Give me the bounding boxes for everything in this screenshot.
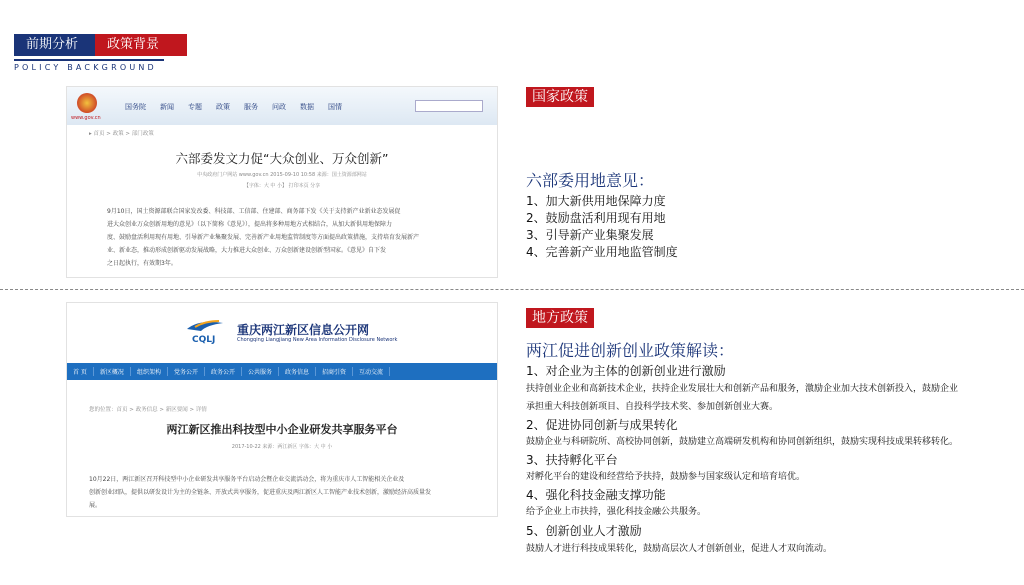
national-policy-item: 1、加大新供用地保障力度 (526, 194, 666, 208)
gov-breadcrumb: ▸ 首页 > 政策 > 部门政策 (89, 131, 154, 137)
cqlj-article-line: 展。 (89, 502, 102, 509)
local-policy-item-title: 2、促进协同创新与成果转化 (526, 418, 678, 432)
local-policy-badge: 地方政策 (526, 308, 594, 328)
header-subtitle: POLICY BACKGROUND (14, 63, 157, 72)
cqlj-nav-item: 互动交流 (353, 367, 390, 376)
local-policy-title: 两江促进创新创业政策解读： (526, 341, 735, 360)
national-policy-title: 六部委用地意见： (526, 171, 655, 190)
cqlj-article-line: 10月22日，两江新区召开科技型中小企业研发共享服务平台启动会暨企业交流活动会，将为重庆市人工智能相关企业及 (89, 476, 405, 483)
local-policy-item-title: 4、强化科技金融支撑功能 (526, 488, 666, 502)
local-policy-item-desc: 鼓励人才进行科技成果转化，鼓励高层次人才创新创业，促进人才双向流动。 (526, 544, 833, 554)
cqlj-nav-item: 招商引资 (316, 367, 353, 376)
local-policy-item-title: 5、创新创业人才激励 (526, 524, 642, 538)
gov-article-title: 六部委发文力促“大众创业、万众创新” (175, 151, 389, 166)
gov-search-box (415, 100, 483, 112)
gov-article-meta: 中央政府门户网站 www.gov.cn 2015-09-10 10:58 来源：国土资源部网站 (197, 172, 367, 178)
gov-article-line: 之日起执行，有效期3年。 (107, 260, 177, 267)
tab-policy-background[interactable]: 政策背景 (95, 34, 187, 56)
gov-article-line: 业、新业态，推动形成创新驱动发展战略，大力推进大众创业、万众创新建设创新型国家。《意见》自下发 (107, 247, 387, 254)
local-policy-item-desc: 承担重大科技创新项目、自投科学技术奖、参加创新创业大赛。 (526, 402, 779, 412)
tab-early-analysis[interactable]: 前期分析 (14, 34, 108, 56)
local-policy-item-desc: 扶持创业企业和高新技术企业，扶持企业发展壮大和创新产品和服务，激励企业加大技术创新投入，鼓励企业 (526, 384, 959, 394)
header-underline (14, 59, 164, 61)
gov-article-body (107, 205, 467, 270)
cqlj-site-title: 重庆两江新区信息公开网 (237, 323, 370, 337)
local-policy-item-title: 1、对企业为主体的创新创业进行激励 (526, 364, 726, 378)
gov-nav-item: 新闻 (160, 103, 174, 111)
gov-nav-item: 数据 (300, 103, 314, 111)
gov-article-meta-tools: 【字体：大 中 小】 打印本页 分享 (243, 183, 321, 189)
gov-site-header (67, 87, 497, 125)
cqlj-nav-item: 政务信息 (279, 367, 316, 376)
local-policy-item-desc: 鼓励企业与科研院所、高校协同创新，鼓励建立高端研发机构和协同创新组织，鼓励实现科技成果转移转化。 (526, 437, 959, 447)
gov-nav-item: 问政 (272, 103, 286, 111)
cqlj-site-subtitle: Chongqing Liangjiang New Area Information Disclosure Network (237, 337, 398, 343)
cqlj-article-meta: 2017-10-22 来源：两江新区 字体：大 中 小 (231, 444, 333, 450)
cqlj-logo-text: CQLJ (192, 335, 216, 345)
gov-site-url: www.gov.cn (71, 115, 101, 121)
cqlj-nav-item: 组织架构 (131, 367, 168, 376)
national-policy-item: 2、鼓励盘活利用现有用地 (526, 211, 666, 225)
local-policy-item-title: 3、扶持孵化平台 (526, 453, 618, 467)
cqlj-breadcrumb: 您的位置：首页 > 政务信息 > 新区要闻 > 详情 (89, 407, 207, 413)
gov-nav-item: 国务院 (125, 103, 146, 111)
national-policy-screenshot (66, 86, 498, 278)
gov-site-nav (125, 102, 342, 112)
national-policy-item: 4、完善新产业用地监管制度 (526, 245, 678, 259)
national-policy-badge: 国家政策 (526, 87, 594, 107)
national-policy-item: 3、引导新产业集聚发展 (526, 228, 654, 242)
cqlj-article-line: 创新创业团队，提供以研发设计为主的全链条、开放式共享服务，促进重庆及两江新区人工智能产业技术创新，激励经济高质量发 (89, 489, 432, 496)
cqlj-nav-item: 政务公开 (205, 367, 242, 376)
local-policy-screenshot (66, 302, 498, 517)
gov-article-line: 进大众创业万众创新用地的意见》（以下简称《意见》），提出将多种用地方式相结合，从加大新供用地保障力 (107, 221, 393, 228)
gov-article-line: 度、鼓励盘活利用现有用地、引导新产业集聚发展、完善新产业用地监管制度等方面提出政策措施，支持培育发展新产 (107, 234, 420, 241)
gov-article-line: 9月10日，国土资源部联合国家发改委、科技部、工信部、住建部、商务部下发《关于支持新产业新业态发展促 (107, 208, 401, 215)
gov-nav-item: 服务 (244, 103, 258, 111)
gov-nav-item: 国情 (328, 103, 342, 111)
cqlj-nav-item: 公共服务 (242, 367, 279, 376)
local-policy-item-desc: 给予企业上市扶持，强化科技金融公共服务。 (526, 507, 707, 517)
cqlj-article-title: 两江新区推出科技型中小企业研发共享服务平台 (166, 423, 398, 436)
gov-nav-item: 政策 (216, 103, 230, 111)
gov-nav-item: 专题 (188, 103, 202, 111)
cqlj-bird-logo-icon (185, 317, 225, 337)
section-divider (0, 289, 1024, 290)
cqlj-nav-item: 党务公开 (168, 367, 205, 376)
cqlj-nav-item: 首 页 (67, 367, 94, 376)
cqlj-nav-item: 新区概况 (94, 367, 131, 376)
cqlj-article-body (89, 473, 489, 512)
cqlj-site-nav (67, 363, 497, 380)
local-policy-item-desc: 对孵化平台的建设和经营给予扶持，鼓励参与国家级认定和培育培优。 (526, 472, 806, 482)
national-emblem-icon (77, 93, 97, 113)
